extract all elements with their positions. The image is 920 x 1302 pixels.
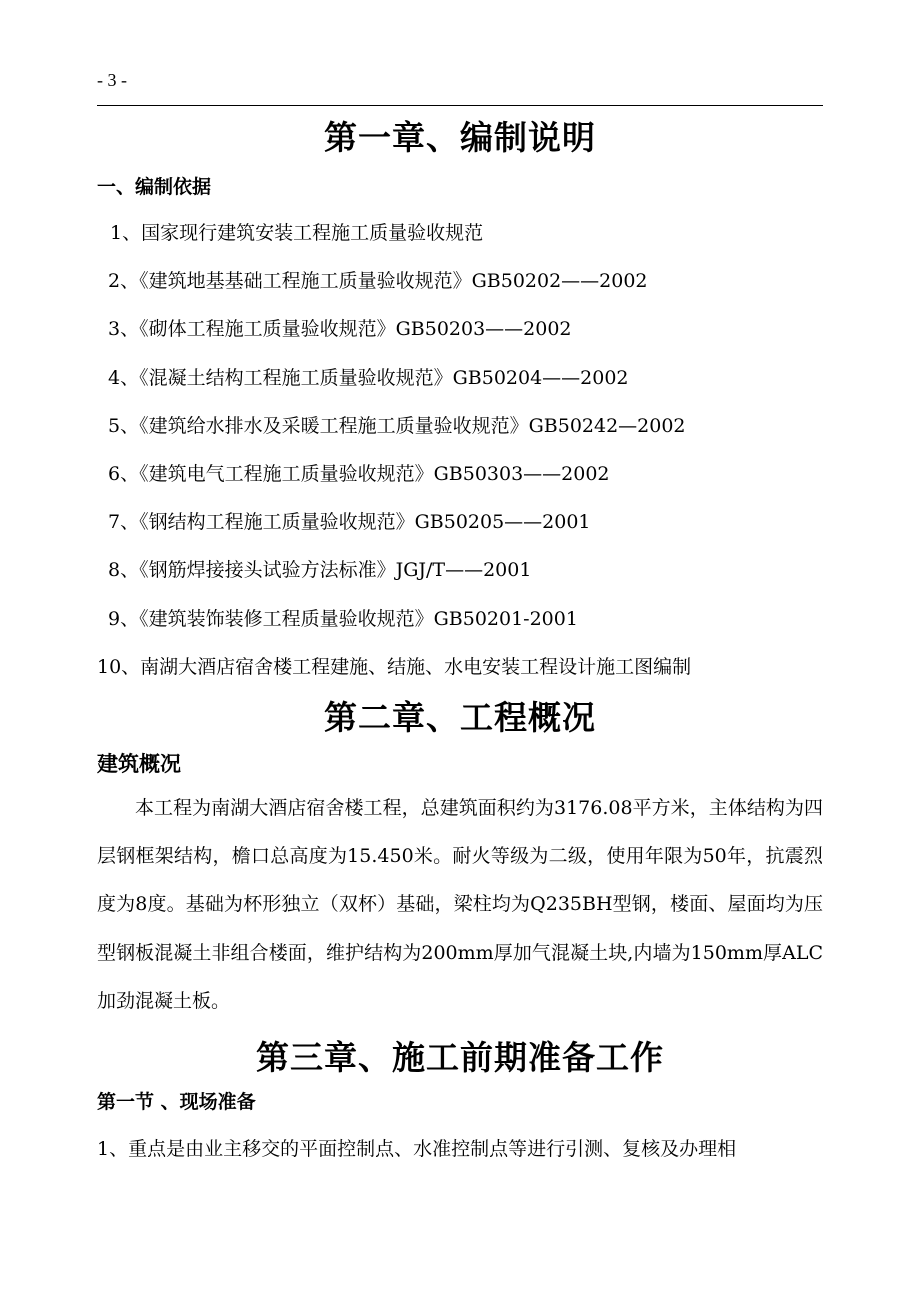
chapter-2-title: 第二章、工程概况 (324, 698, 596, 737)
header-rule (97, 105, 823, 106)
section-compilation-basis: 一、编制依据 (97, 176, 212, 198)
site-preparation-line-1: 1、重点是由业主移交的平面控制点、水准控制点等进行引测、复核及办理相 (97, 1138, 737, 1160)
section-building-overview: 建筑概况 (97, 752, 181, 776)
chapter-1-title: 第一章、编制说明 (324, 118, 596, 157)
basis-item-2: 2、《建筑地基基础工程施工质量验收规范》GB50202——2002 (108, 270, 648, 292)
section-site-preparation: 第一节 、现场准备 (97, 1091, 256, 1113)
basis-item-8: 8、《钢筋焊接接头试验方法标准》JGJ/T——2001 (108, 559, 532, 581)
basis-item-1: 1、国家现行建筑安装工程施工质量验收规范 (110, 222, 484, 244)
basis-item-6: 6、《建筑电气工程施工质量验收规范》GB50303——2002 (108, 463, 610, 485)
basis-item-3: 3、《砌体工程施工质量验收规范》GB50203——2002 (108, 318, 572, 340)
basis-item-10: 10、南湖大酒店宿舍楼工程建施、结施、水电安装工程设计施工图编制 (97, 656, 692, 678)
page-number: - 3 - (97, 70, 127, 90)
basis-item-4: 4、《混凝土结构工程施工质量验收规范》GB50204——2002 (108, 367, 629, 389)
basis-item-5: 5、《建筑给水排水及采暖工程施工质量验收规范》GB50242—2002 (108, 415, 686, 437)
chapter-3-title: 第三章、施工前期准备工作 (256, 1038, 664, 1077)
basis-item-7: 7、《钢结构工程施工质量验收规范》GB50205——2001 (108, 511, 591, 533)
basis-item-9: 9、《建筑装饰装修工程质量验收规范》GB50201-2001 (108, 608, 578, 630)
building-overview-paragraph: 本工程为南湖大酒店宿舍楼工程，总建筑面积约为3176.08平方米，主体结构为四层钢框架结构，檐口总高度为15.450米。耐火等级为二级，使用年限为50年，抗震烈度为8度。基础为杯形独立（双杯）基础，梁柱均为Q235BH型钢，楼面、屋面均为压型钢板混凝土非组合楼面，维护结构为200mm厚加气混凝土块,内墙为150mm厚ALC加劲混凝土板。 (97, 797, 823, 1012)
